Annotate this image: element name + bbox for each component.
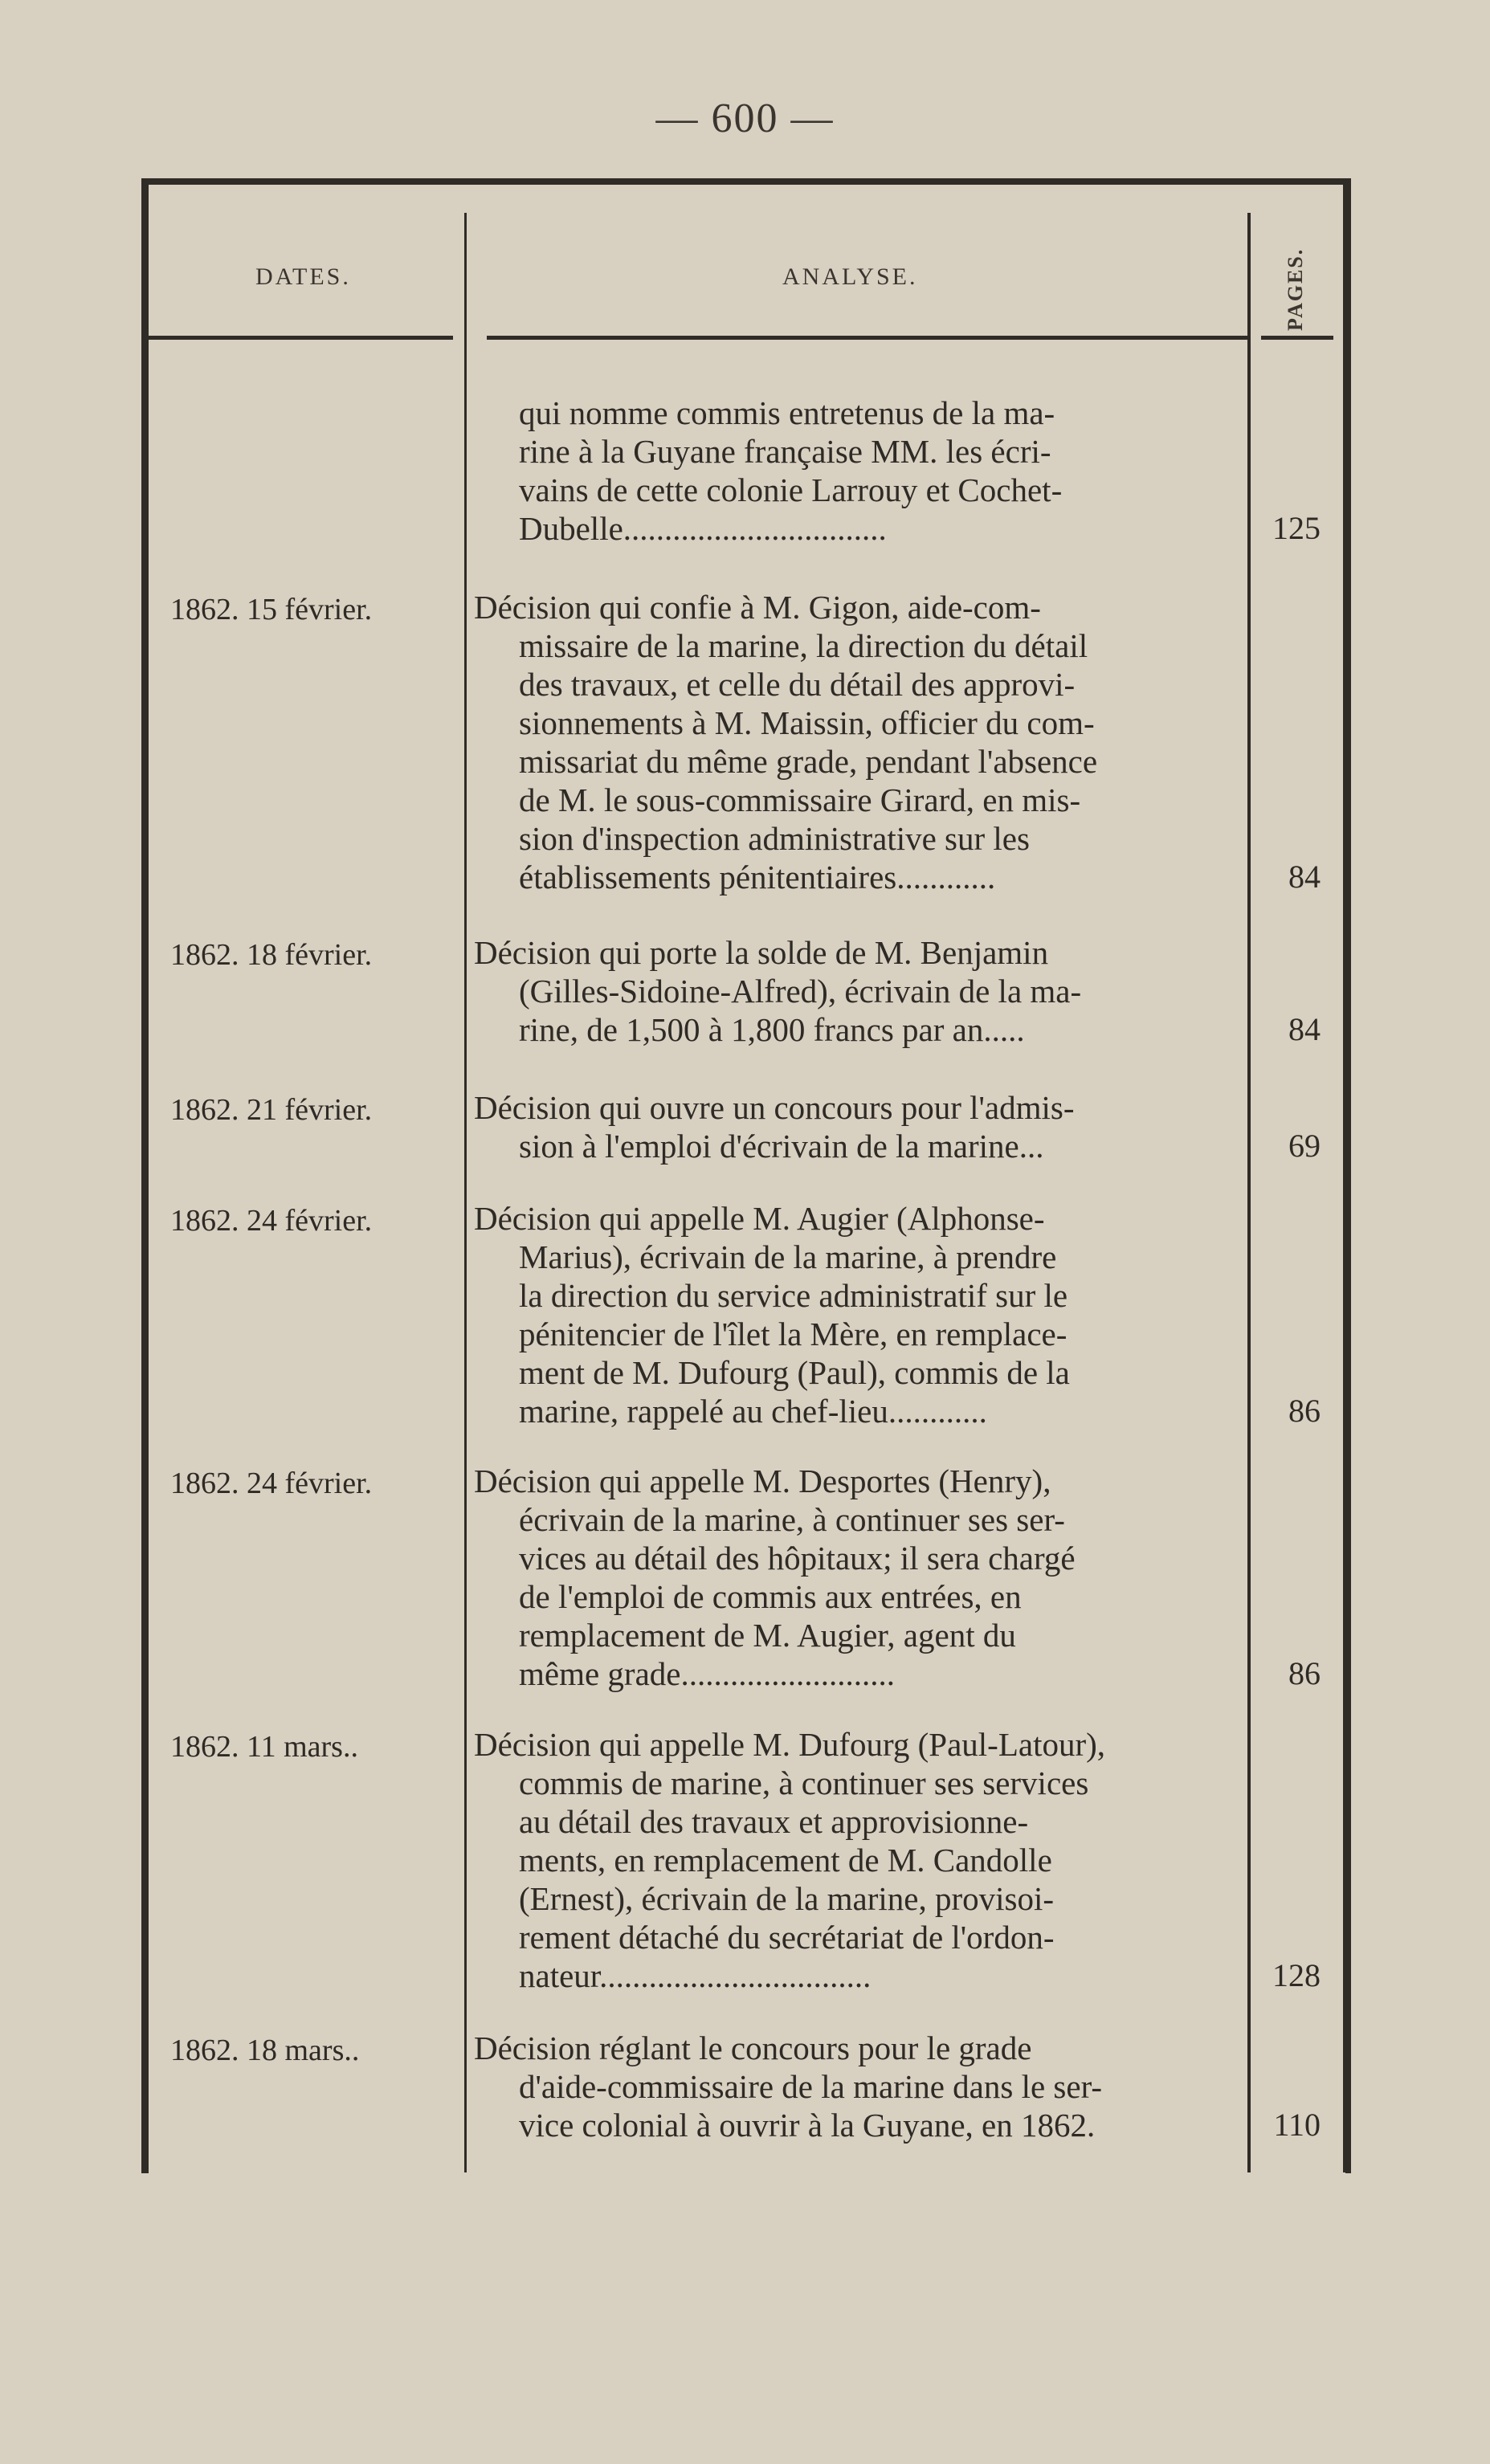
entry-page: 110 [1273,2107,1321,2143]
entry-page: 86 [1288,1393,1321,1429]
analysis-line: écrivain de la marine, à continuer ses ser- [519,1501,1065,1538]
analysis-line: Décision qui appelle M. Augier (Alphonse- [474,1200,1045,1237]
analysis-line: de M. le sous-commissaire Girard, en mis- [519,781,1081,818]
analysis-line: Décision réglant le concours pour le grade [474,2030,1032,2066]
analysis-line: rine, de 1,500 à 1,800 francs par an..... [519,1011,1025,1048]
analysis-line: (Ernest), écrivain de la marine, provisoi- [519,1880,1054,1917]
analysis-line: missaire de la marine, la direction du détail [519,627,1088,664]
analysis-line: marine, rappelé au chef-lieu............ [519,1393,987,1430]
analysis-line: commis de marine, à continuer ses services [519,1764,1089,1801]
entry-page: 128 [1272,1957,1321,1993]
analysis-line: Décision qui confie à M. Gigon, aide-com- [474,589,1041,626]
analysis-line: la direction du service administratif sur le [519,1277,1068,1314]
analysis-line: Dubelle................................ [519,510,887,547]
header-pages: PAGES. [1284,247,1307,331]
entry-analysis [474,1088,1245,1165]
analysis-line: missariat du même grade, pendant l'absence [519,743,1098,780]
entry-analysis [474,933,1245,1049]
entry-analysis [474,1462,1245,1693]
analysis-line: Marius), écrivain de la marine, à prendre [519,1238,1057,1275]
column-divider-dates [464,213,467,2172]
entry-page: 86 [1288,1655,1321,1691]
analysis-line: d'aide-commissaire de la marine dans le ser- [519,2068,1103,2105]
column-divider-pages [1247,213,1251,2172]
analysis-line: Décision qui appelle M. Dufourg (Paul-Latour), [474,1726,1106,1763]
entry-date: 1862. 24 février. [170,1467,373,1500]
entry-page: 84 [1288,859,1321,895]
analysis-line: vices au détail des hôpitaux; il sera chargé [519,1540,1076,1577]
analysis-line: nateur................................. [519,1957,872,1994]
analysis-line: vice colonial à ouvrir à la Guyane, en 1862. [519,2107,1096,2144]
analysis-line: Décision qui porte la solde de M. Benjamin [474,934,1049,971]
analysis-line: sion d'inspection administrative sur les [519,820,1030,857]
analysis-line: sionnements à M. Maissin, officier du com- [519,704,1095,741]
entry-analysis [474,394,1245,548]
right-border [1343,181,1349,2172]
analysis-line: (Gilles-Sidoine-Alfred), écrivain de la ma- [519,973,1082,1010]
header-rule-analyse [487,336,1250,340]
entry-page: 84 [1288,1011,1321,1047]
entry-analysis [474,588,1245,896]
entry-date: 1862. 11 mars.. [170,1730,358,1764]
analysis-line: établissements pénitentiaires............ [519,859,996,895]
analysis-line: ment de M. Dufourg (Paul), commis de la [519,1354,1070,1391]
entry-analysis [474,1725,1245,1995]
analysis-line: pénitencier de l'îlet la Mère, en remplace- [519,1316,1067,1352]
entry-page: 125 [1272,510,1321,546]
header-dates: DATES. [255,263,351,290]
entry-page: 69 [1288,1128,1321,1164]
analysis-line: remplacement de M. Augier, agent du [519,1617,1016,1654]
entry-analysis [474,2029,1245,2144]
analysis-line: Décision qui appelle M. Desportes (Henry), [474,1462,1051,1499]
analysis-line: de l'emploi de commis aux entrées, en [519,1578,1022,1615]
entry-date: 1862. 21 février. [170,1093,373,1127]
analysis-line: rement détaché du secrétariat de l'ordon- [519,1919,1055,1956]
header-analyse: ANALYSE. [782,263,918,290]
analysis-line: sion à l'emploi d'écrivain de la marine... [519,1128,1044,1165]
analysis-line: qui nomme commis entretenus de la ma- [519,394,1055,431]
analysis-line: au détail des travaux et approvisionne- [519,1803,1029,1840]
header-rule-dates [141,336,453,340]
analysis-line: vains de cette colonie Larrouy et Cochet- [519,471,1063,508]
header-rule-pages [1261,336,1333,340]
entry-date: 1862. 15 février. [170,593,373,626]
analysis-line: même grade.......................... [519,1655,895,1692]
entry-date: 1862. 18 février. [170,938,373,972]
page-number: — 600 — [655,96,835,141]
analysis-line: rine à la Guyane française MM. les écri- [519,433,1051,470]
analysis-line: Décision qui ouvre un concours pour l'admis- [474,1089,1075,1126]
analysis-line: des travaux, et celle du détail des approvi- [519,666,1076,703]
entry-date: 1862. 18 mars.. [170,2034,360,2067]
entry-date: 1862. 24 février. [170,1204,373,1238]
analysis-line: ments, en remplacement de M. Candolle [519,1842,1052,1879]
entry-analysis [474,1199,1245,1430]
